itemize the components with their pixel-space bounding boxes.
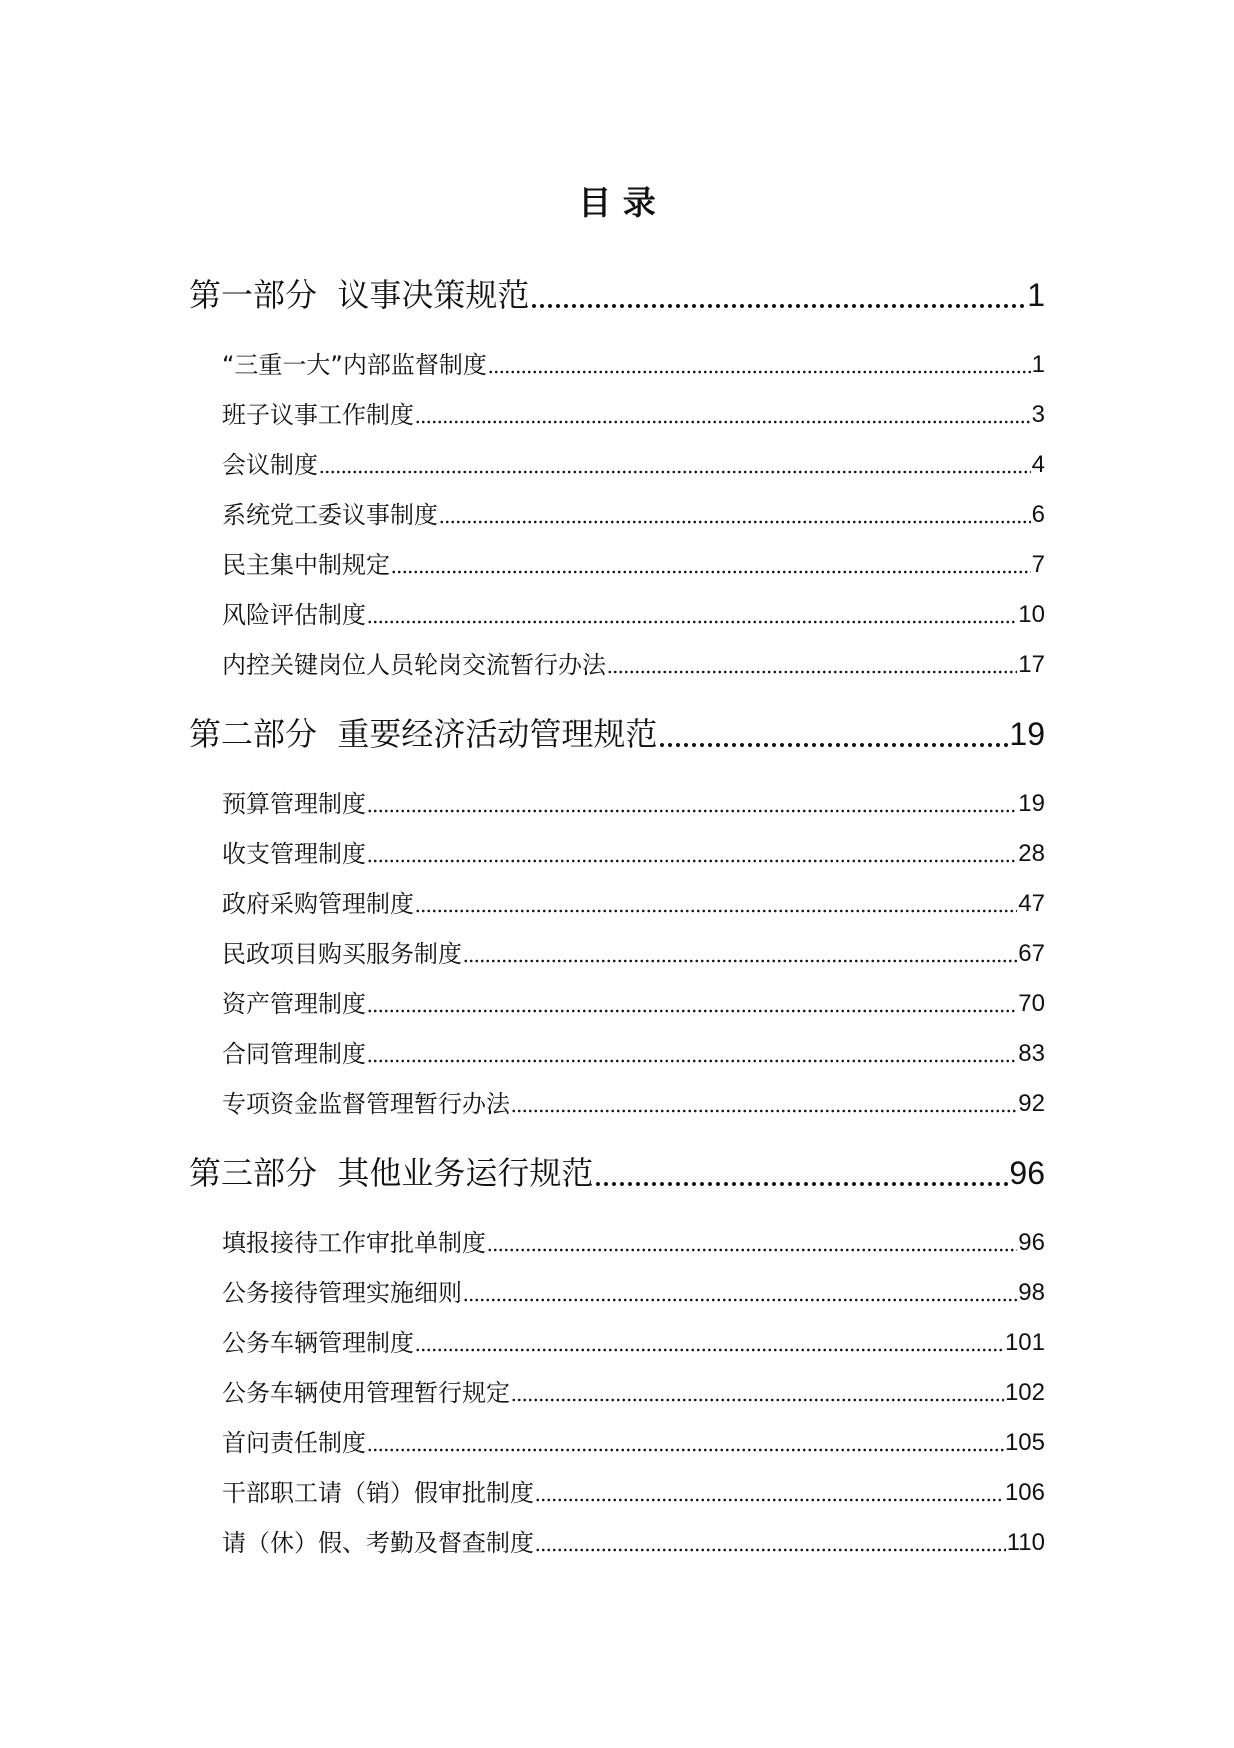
toc-item-label: 班子议事工作制度: [222, 401, 414, 429]
toc-item-label: 内控关键岗位人员轮岗交流暂行办法: [222, 651, 606, 679]
toc-item: [222, 979, 1045, 1029]
toc-item-page: 96: [1018, 1229, 1045, 1256]
page-title: 目 录: [578, 183, 656, 222]
toc-item-label: 填报接待工作审批单制度: [222, 1229, 486, 1257]
dot-leader: [594, 1141, 1008, 1205]
toc-item-page: 3: [1031, 401, 1045, 428]
toc-item-label: 请（休）假、考勤及督查制度: [222, 1529, 534, 1557]
toc-item-label: 公务车辆使用管理暂行规定: [222, 1379, 510, 1407]
dot-leader: [415, 390, 1031, 440]
toc-item: [222, 590, 1045, 640]
toc-item: [222, 1318, 1045, 1368]
toc-item: [222, 340, 1045, 390]
toc-item-label: 干部职工请（销）假审批制度: [222, 1479, 534, 1507]
toc-item: [222, 1029, 1045, 1079]
dot-leader: [367, 829, 1017, 879]
toc-item-label: 收支管理制度: [222, 840, 366, 868]
dot-leader: [511, 1368, 1004, 1418]
toc-section-heading: 第三部分 其他业务运行规范: [189, 1154, 594, 1192]
table-of-contents: [189, 263, 1045, 1568]
toc-item-label: “三重一大”内部监督制度: [222, 351, 487, 379]
toc-item-page: 102: [1004, 1379, 1045, 1406]
dot-leader: [487, 1218, 1017, 1268]
toc-item: [222, 1368, 1045, 1418]
toc-item-label: 专项资金监督管理暂行办法: [222, 1090, 510, 1118]
toc-item-label: 风险评估制度: [222, 601, 366, 629]
toc-item-page: 19: [1018, 790, 1045, 817]
toc-item-page: 17: [1018, 651, 1045, 678]
dot-leader: [367, 1418, 1004, 1468]
toc-item-label: 预算管理制度: [222, 790, 366, 818]
toc-item-label: 首问责任制度: [222, 1429, 366, 1457]
toc-item: [222, 490, 1045, 540]
toc-item: [222, 929, 1045, 979]
toc-item: [222, 440, 1045, 490]
toc-item-page: 98: [1018, 1279, 1045, 1306]
toc-section: [189, 263, 1045, 690]
dot-leader: [367, 779, 1017, 829]
toc-item-label: 系统党工委议事制度: [222, 501, 438, 529]
toc-item: [222, 540, 1045, 590]
toc-section-heading-row: [189, 263, 1045, 327]
dot-leader: [367, 590, 1017, 640]
toc-item-page: 67: [1018, 940, 1045, 967]
dot-leader: [535, 1468, 1004, 1518]
toc-item: [222, 1518, 1045, 1568]
toc-item-label: 公务车辆管理制度: [222, 1329, 414, 1357]
toc-item-label: 民政项目购买服务制度: [222, 940, 462, 968]
toc-item: [222, 1218, 1045, 1268]
dot-leader: [415, 1318, 1004, 1368]
dot-leader: [511, 1079, 1017, 1129]
dot-leader: [439, 490, 1031, 540]
toc-item: [222, 390, 1045, 440]
dot-leader: [488, 340, 1031, 390]
toc-item-page: 101: [1004, 1329, 1045, 1356]
toc-item-page: 47: [1018, 890, 1045, 917]
toc-item-page: 83: [1018, 1040, 1045, 1067]
toc-item-page: 1: [1031, 351, 1045, 378]
toc-section-heading-row: [189, 1141, 1045, 1205]
toc-item-label: 政府采购管理制度: [222, 890, 414, 918]
toc-item-page: 92: [1018, 1090, 1045, 1117]
toc-item-label: 合同管理制度: [222, 1040, 366, 1068]
toc-item-page: 7: [1031, 551, 1045, 578]
dot-leader: [367, 979, 1017, 1029]
toc-section-heading: 第一部分 议事决策规范: [189, 276, 530, 314]
dot-leader: [658, 702, 1008, 766]
toc-item-label: 资产管理制度: [222, 990, 366, 1018]
toc-item-page: 6: [1031, 501, 1045, 528]
dot-leader: [415, 879, 1017, 929]
toc-item-label: 公务接待管理实施细则: [222, 1279, 462, 1307]
toc-item-page: 4: [1031, 451, 1045, 478]
toc-section-page: 19: [1009, 716, 1045, 752]
toc-item-label: 会议制度: [222, 451, 318, 479]
dot-leader: [463, 1268, 1017, 1318]
toc-item-page: 106: [1004, 1479, 1045, 1506]
toc-item-page: 110: [1006, 1529, 1045, 1556]
toc-item: [222, 1418, 1045, 1468]
toc-item: [222, 1268, 1045, 1318]
toc-section-heading-row: [189, 702, 1045, 766]
toc-section-page: 1: [1027, 277, 1045, 313]
toc-item: [222, 640, 1045, 690]
toc-item: [222, 1468, 1045, 1518]
dot-leader: [391, 540, 1031, 590]
toc-section-page: 96: [1009, 1155, 1045, 1191]
toc-item: [222, 1079, 1045, 1129]
dot-leader: [530, 263, 1026, 327]
toc-item: [222, 779, 1045, 829]
toc-section: [189, 702, 1045, 1129]
dot-leader: [463, 929, 1017, 979]
toc-item-page: 70: [1018, 990, 1045, 1017]
toc-item-label: 民主集中制规定: [222, 551, 390, 579]
toc-section-heading: 第二部分 重要经济活动管理规范: [189, 715, 658, 753]
dot-leader: [535, 1518, 1006, 1568]
toc-item: [222, 829, 1045, 879]
dot-leader: [607, 640, 1017, 690]
toc-section: [189, 1141, 1045, 1568]
toc-item-page: 10: [1018, 601, 1045, 628]
toc-item-page: 105: [1004, 1429, 1045, 1456]
dot-leader: [367, 1029, 1017, 1079]
toc-item-page: 28: [1018, 840, 1045, 867]
dot-leader: [319, 440, 1031, 490]
toc-item: [222, 879, 1045, 929]
